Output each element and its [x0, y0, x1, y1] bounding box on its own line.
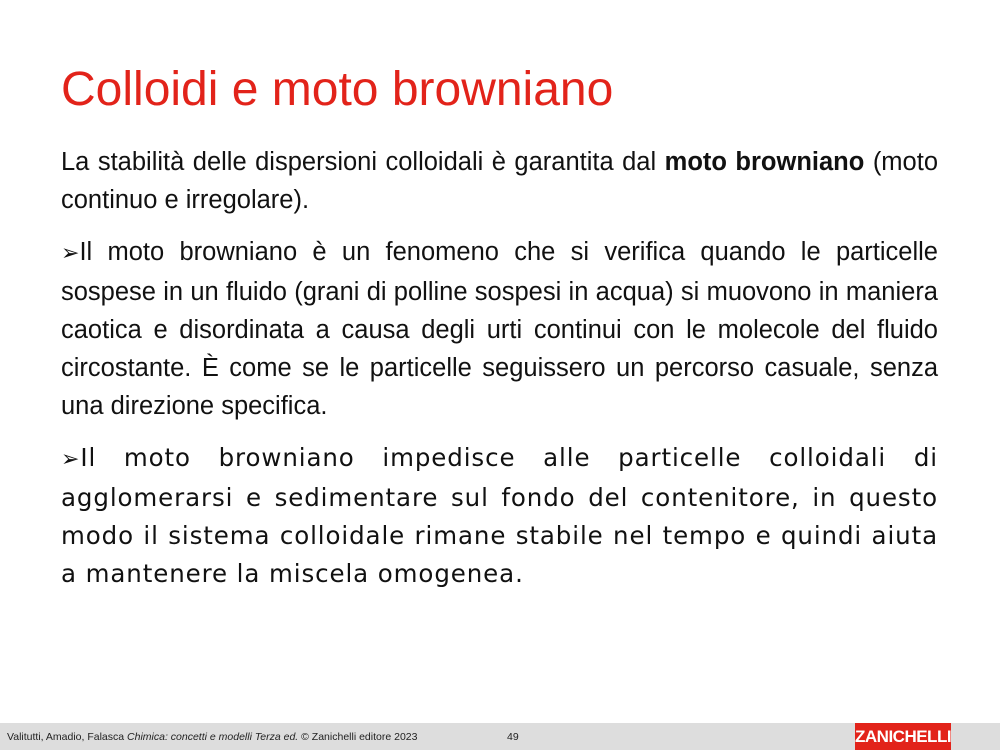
bullet-1-text: Il moto browniano è un fenomeno che si verifica quando le particelle sospese in un fluido (grani di polline sospesi in acqua) si muovono in maniera caotica e disordinata a causa degli urti continui con le molecole del fluido circostante. È come se le particelle seguissero un percorso casuale, senza una direzione specifica.	[61, 238, 938, 420]
publisher-logo: ZANICHELLI	[855, 723, 951, 750]
bullet-2	[61, 439, 938, 593]
slide-body	[61, 143, 938, 593]
bullet-2-text: Il moto browniano impedisce alle particelle colloidali di agglomerarsi e sedimentare sul fondo del contenitore, in questo modo il sistema colloidale rimane stabile nel tempo e quindi aiuta a mantenere la miscela omogenea.	[61, 443, 938, 588]
footer-authors: Valitutti, Amadio, Falasca	[7, 731, 128, 743]
page-number: 49	[507, 731, 519, 743]
footer-credit	[7, 731, 417, 743]
bullet-arrow-icon: ➢	[61, 241, 80, 266]
footer-copyright: © Zanichelli editore 2023	[298, 731, 418, 743]
intro-bold-term: moto browniano	[664, 148, 865, 176]
slide-title: Colloidi e moto browniano	[61, 63, 614, 116]
footer-book-title: Chimica: concetti e modelli Terza ed.	[127, 731, 299, 743]
intro-text: La stabilità delle dispersioni colloidali è garantita dal	[61, 148, 665, 176]
bullet-1	[61, 233, 938, 425]
footer-bar	[0, 723, 1000, 750]
bullet-arrow-icon: ➢	[61, 447, 81, 472]
intro-tail: (moto continuo e irregolare).	[61, 148, 938, 214]
intro-paragraph	[61, 143, 938, 219]
